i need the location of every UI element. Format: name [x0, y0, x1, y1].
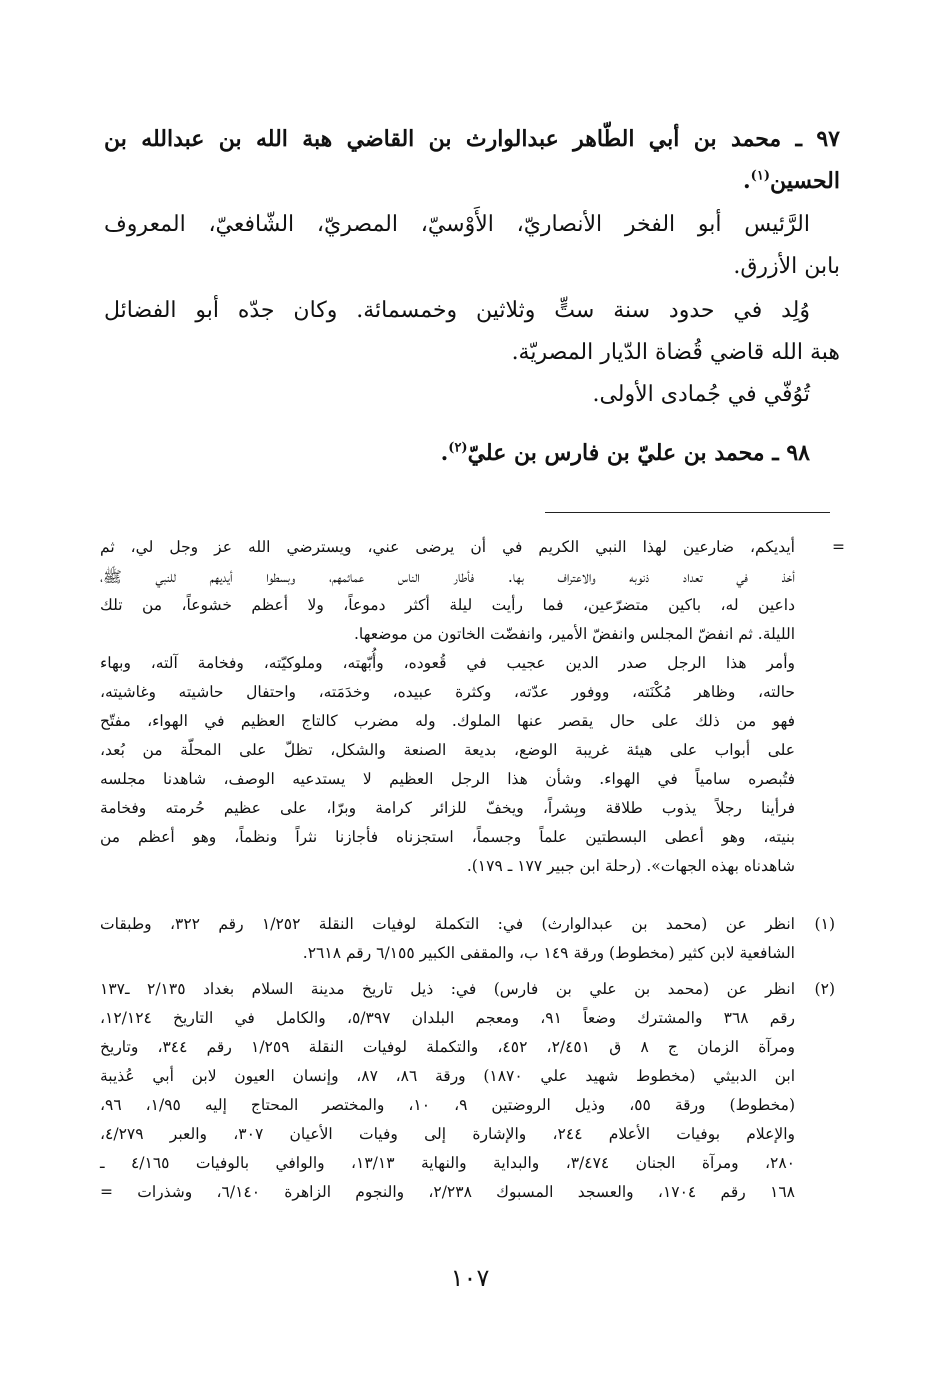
continuation-line: الليلة. ثم انفضّ المجلس وانفضّ الأمير، وانفضّت الخاتون من موضعها. [353, 625, 795, 643]
main-text-block [104, 118, 840, 478]
footnote-separator [545, 512, 830, 513]
footnote-1 [100, 915, 835, 975]
continuation-line: فرأينا رجلاً يذوب طلاقة وبِشراً، ويخفّ للزائر كرامة وبرّا، على عظيم حُرمته وفخامة [100, 799, 795, 817]
footnote-ref-2[interactable]: (٢) [448, 440, 468, 456]
footnote-2-line: ٢٨٠، ومرآة الجنان ٣/٤٧٤، والبداية والنهاية ١٣/١٣، والوافي بالوفيات ٤/١٦٥ ـ [100, 1154, 796, 1172]
entry-98-heading-text: ٩٨ ـ محمد بن عليّ بن فارس بن عليّ [467, 440, 810, 466]
continuation-line: أخذ في تعداد ذنوبه والاعتراف بها. فأطار الناس عمائمهم، وبسطوا أيديهم للنبي ﷺ، [100, 568, 795, 586]
continuation-marker: = [832, 538, 845, 556]
entry-97-line-7: تُوُفّي في جُمادى الأولى. [592, 382, 810, 407]
footnote-1-line: الشافعية لابن كثير (مخطوط) ورقة ١٤٩ ب، والمقفى الكبير ٦/١٥٥ رقم ٢٦١٨. [302, 944, 795, 962]
continuation-line: بنيته، وهو أعطى البسطتين علماً وجسماً، استجزناه فأجازنا نثراً ونظماً، وهو أعظم من [100, 828, 795, 846]
entry-97-heading-line-1: ٩٧ ـ محمد بن أبي الطّاهر عبدالوارث بن القاضي هبة الله بن عبدالله بن [104, 126, 840, 152]
entry-97-heading-period: . [743, 168, 751, 194]
continuation-line: فتُبصره سامياً في الهواء. وشأن هذا الرجل العظيم لا يستدعيه الوصف، شاهدنا مجلسه [100, 770, 795, 788]
footnote-2-line: (مخطوط) ورقة ٥٥، وذيل الروضتين ٩، ١٠، والمختصر المحتاج إليه ١/٩٥، ٩٦، [100, 1096, 795, 1114]
page-number: ١٠٧ [450, 1264, 490, 1292]
footnote-ref-1[interactable]: (١) [750, 168, 770, 184]
footnote-2-line: انظر عن (محمد بن علي بن فارس) في: ذيل تاريخ مدينة السلام بغداد ٢/١٣٥ ـ١٣٧ [100, 980, 795, 998]
entry-98-heading [104, 440, 840, 466]
continuation-line: أيديكم، ضارعين لهذا النبي الكريم في أن يرضى عني، ويسترضي الله عز وجل لي، ثم [100, 538, 795, 556]
continuation-line: على أبواب على هيئة غريبة الوضع، بديعة الصنعة والشكل، تظلّ على المحلّة من بُعد، [100, 741, 795, 759]
continuation-line: شاهدناه بهذه الجهات». (رحلة ابن جبير ١٧٧ ـ ١٧٩). [466, 857, 795, 875]
footnote-2-line: رقم ٣٦٨ والمشترك وضعاً ٩١، ومعجم البلدان ٥/٣٩٧، والكامل في التاريخ ١٢/١٢٤، [100, 1009, 795, 1027]
entry-97-heading-name: الحسين [769, 168, 840, 194]
continuation-line: فهو من ذلك على حال يقصر عنها الملوك. وله مضرب كالتاج العظيم في الهواء، مفتّح [100, 712, 795, 730]
footnote-1-line: انظر عن (محمد بن عبدالوارث) في: التكملة لوفيات النقلة ١/٢٥٢ رقم ٣٢٢، وطبقات [100, 915, 795, 933]
continuation-line: حالته، وظاهر مُكْنَته، ووفور عدّته، وكثرة عبيده، وخدَمَته، واحتفال حاشيته وغاشيته، [100, 683, 795, 701]
footnote-2 [100, 980, 835, 1220]
footnote-2-line: والإعلام بوفيات الأعلام ٢٤٤، والإشارة إلى وفيات الأعيان ٣٠٧، والعبر ٤/٢٧٩، [100, 1125, 795, 1143]
footnote-continuation-block [100, 538, 845, 898]
footnote-2-line: ابن الدبيثي (مخطوط شهيد علي ١٨٧٠) ورقة ٨٦، ٨٧، وإنسان العيون لابن أبي عُذيبة [100, 1067, 796, 1085]
entry-97-line-3: الرَّئيس أبو الفخر الأنصاريّ، الأَوْسيّ، المصريّ، الشّافعيّ، المعروف [104, 212, 810, 237]
footnote-1-number: (١) [814, 915, 835, 933]
footnote-2-number: (٢) [814, 980, 835, 998]
continuation-line: داعين له، باكين متضرّعين، فما رأيت ليلة أكثر دموعاً، ولا أعظم خشوعاً، من تلك [100, 596, 795, 614]
footnote-2-line: ١٦٨ رقم ١٧٠٤، والعسجد المسبوك ٢/٢٣٨، والنجوم الزاهرة ٦/١٤٠، وشذرات = [100, 1183, 795, 1201]
continuation-line: وأمر هذا الرجل صدر الدين عجيب في قُعوده، وأُبّهته، وملوكيّته، وفخامة آلته، وبهاء [100, 654, 795, 672]
entry-97-line-6: هبة الله قاضي قُضاة الدّيار المصريّة. [511, 340, 840, 365]
entry-97-line-4: بابن الأزرق. [733, 254, 840, 279]
entry-97-heading-line-2 [104, 168, 840, 194]
footnote-2-line: ومرآة الزمان ج ٨ ق ٢/٤٥١، ٤٥٢، والتكملة لوفيات النقلة ١/٢٥٩ رقم ٣٤٤، وتاريخ [100, 1038, 795, 1056]
entry-97-line-5: وُلِد في حدود سنة ستٍّ وثلاثين وخمسمائة. وكان جدّه أبو الفضائل [104, 298, 810, 323]
entry-98-heading-period: . [440, 440, 449, 466]
